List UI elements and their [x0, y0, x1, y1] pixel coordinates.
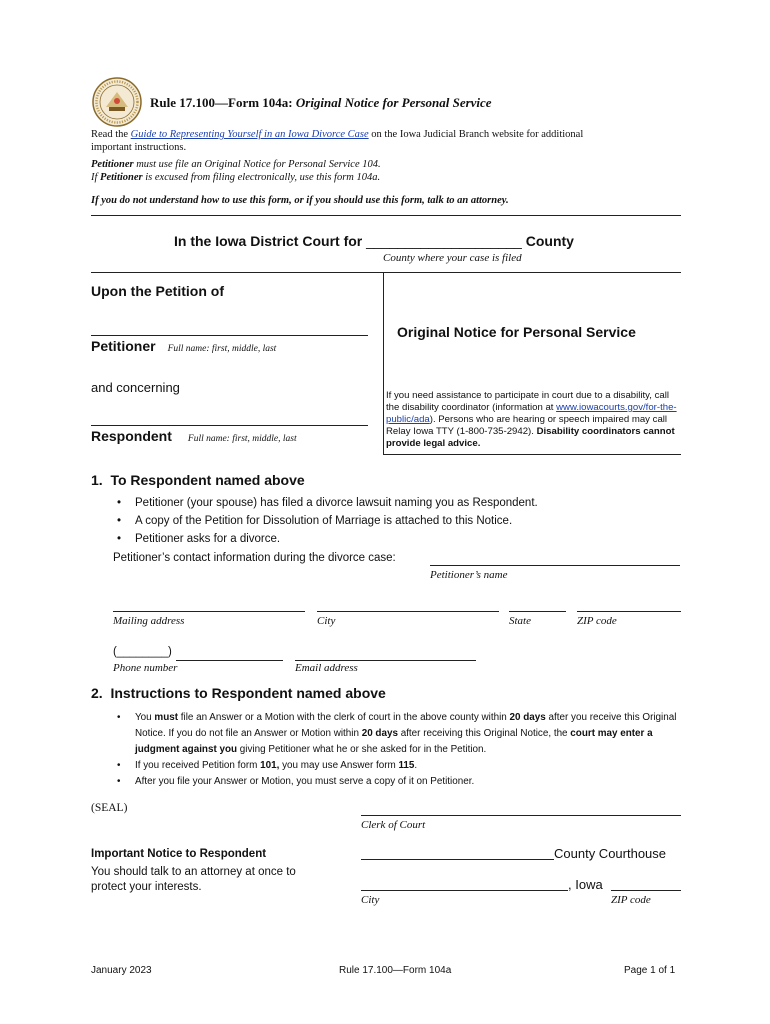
- important-notice-body: You should talk to an attorney at once to protect your interests.: [91, 866, 296, 893]
- mailing-address-field[interactable]: [113, 611, 305, 612]
- courthouse-city-caption: City: [361, 894, 380, 906]
- filing-instructions: Petitioner must use file an Original Notice for Personal Service 104. If Petitioner is excused from filing electronically, use this form 104a.: [91, 159, 381, 183]
- attorney-warning: If you do not understand how to use this form, or if you should use this form, talk to an attorney.: [91, 195, 509, 206]
- list-item: • A copy of the Petition for Dissolution of Marriage is attached to this Notice.: [113, 512, 683, 530]
- phone-caption: Phone number: [113, 662, 178, 674]
- email-caption: Email address: [295, 662, 358, 674]
- header-rule: [91, 215, 681, 216]
- notice-title: Original Notice for Personal Service: [397, 324, 636, 340]
- upon-petition-label: Upon the Petition of: [91, 283, 224, 299]
- footer-form-number: Rule 17.100—Form 104a: [339, 965, 452, 976]
- email-field[interactable]: [295, 660, 476, 661]
- caption-top-rule: [91, 272, 681, 273]
- respondent-label: Respondent: [91, 428, 172, 444]
- city-field[interactable]: [317, 611, 499, 612]
- phone-area-code-field[interactable]: (________): [113, 646, 172, 658]
- courthouse-county-field[interactable]: [361, 859, 554, 860]
- read-instructions: Read the Guide to Representing Yourself in an Iowa Divorce Case on the Iowa Judicial Branch website for additional important instructions.: [91, 129, 584, 153]
- zip-field[interactable]: [577, 611, 681, 612]
- petitioner-label: Petitioner: [91, 338, 156, 354]
- ada-link[interactable]: www.iowacourts.gov/for-the-public/ada: [386, 402, 677, 425]
- form-title: Rule 17.100—Form 104a: Original Notice for Personal Service: [150, 95, 492, 110]
- respondent-name-field[interactable]: [91, 425, 368, 426]
- petitioner-contact-name-field[interactable]: [430, 565, 680, 566]
- iowa-label: , Iowa: [568, 877, 603, 892]
- list-item: • Petitioner asks for a divorce.: [113, 530, 683, 548]
- section2-heading: 2. Instructions to Respondent named above: [91, 685, 386, 701]
- state-field[interactable]: [509, 611, 566, 612]
- court-heading: In the Iowa District Court for ____________________ County: [174, 233, 574, 249]
- courthouse-label: County Courthouse: [554, 846, 667, 861]
- footer-date: January 2023: [91, 965, 152, 976]
- important-notice-heading: Important Notice to Respondent: [91, 848, 267, 860]
- zip-caption: ZIP code: [577, 615, 617, 627]
- section2-bullets: [113, 710, 681, 790]
- and-concerning-label: and concerning: [91, 380, 180, 395]
- county-caption: County where your case is filed: [383, 252, 522, 264]
- ada-notice: If you need assistance to participate in court due to a disability, call the disability coordinator (information at www.iowacourts.gov/for-the-public/ada). Persons who are hearing or speech impaired may call Relay Iowa TTY (1-800-735-2942). Disability coordinators cannot provide legal advice.: [386, 390, 677, 449]
- courthouse-zip-field[interactable]: [611, 890, 681, 891]
- petitioner-hint: Full name: first, middle, last: [167, 344, 277, 354]
- courthouse-city-field[interactable]: [361, 890, 568, 891]
- list-item: • Petitioner (your spouse) has filed a divorce lawsuit naming you as Respondent.: [113, 494, 683, 512]
- caption-bottom-rule: [383, 454, 681, 455]
- city-caption: City: [317, 615, 336, 627]
- clerk-caption: Clerk of Court: [361, 819, 426, 831]
- section1-heading: 1. To Respondent named above: [91, 472, 305, 488]
- respondent-hint: Full name: first, middle, last: [187, 434, 297, 444]
- petitioner-row: [91, 338, 276, 356]
- caption-divider: [383, 273, 384, 454]
- guide-link[interactable]: Guide to Representing Yourself in an Iowa Divorce Case: [130, 129, 369, 140]
- state-caption: State: [509, 615, 531, 627]
- list-item: • You must file an Answer or a Motion with the clerk of court in the above county within 20 days after you receive this Original Notice. If you do not file an Answer or Motion within 20 days after receiving this Original Notice, the court may enter a judgment against you giving Petitioner what he or she asked for in the Petition.: [113, 710, 681, 758]
- section1-bullets: [113, 494, 683, 548]
- courthouse-zip-caption: ZIP code: [611, 894, 651, 906]
- seal-label: (SEAL): [91, 802, 128, 814]
- contact-label: Petitioner’s contact information during the divorce case:: [113, 552, 396, 564]
- list-item: • If you received Petition form 101, you may use Answer form 115.: [113, 758, 681, 774]
- petitioner-name-field[interactable]: [91, 335, 368, 336]
- petitioner-name-caption: Petitioner’s name: [430, 569, 508, 581]
- respondent-row: [91, 428, 297, 446]
- list-item: • After you file your Answer or Motion, you must serve a copy of it on Petitioner.: [113, 774, 681, 790]
- mailing-address-caption: Mailing address: [113, 615, 185, 627]
- clerk-signature-field[interactable]: [361, 815, 681, 816]
- phone-field[interactable]: [176, 660, 283, 661]
- iowa-judicial-seal: [92, 77, 142, 127]
- county-blank[interactable]: ____________________: [366, 233, 522, 249]
- footer-page-number: Page 1 of 1: [624, 965, 676, 976]
